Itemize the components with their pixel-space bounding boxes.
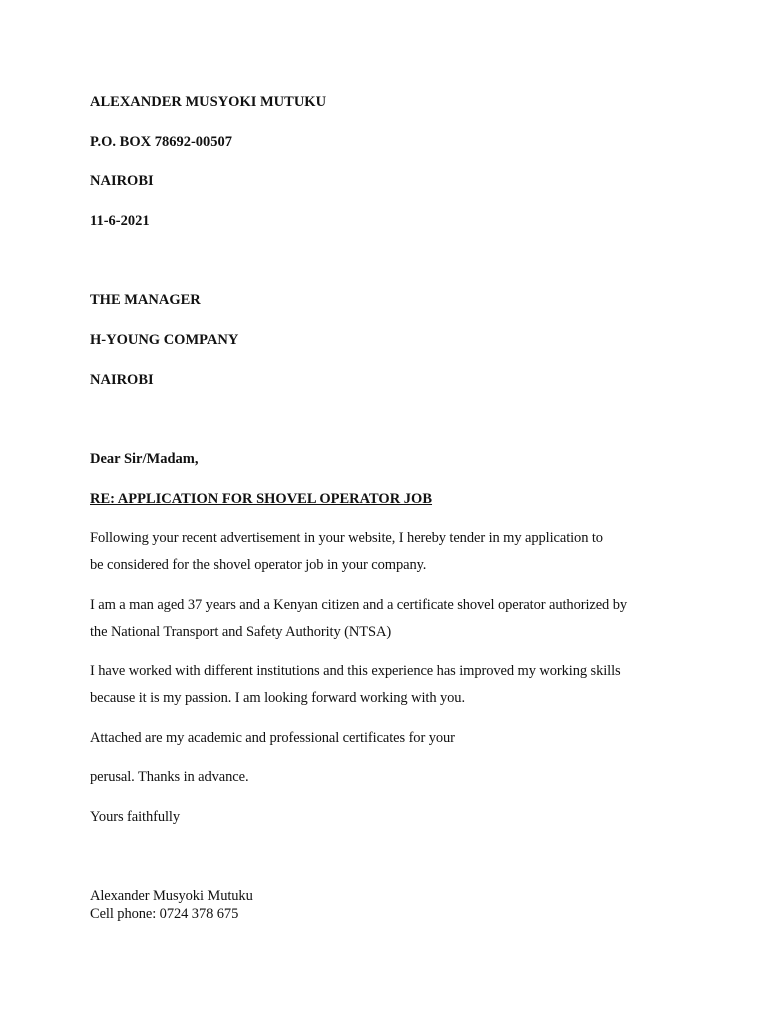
paragraph-3-line-2: because it is my passion. I am looking forward working with you. [90,690,465,706]
paragraph-2-line-1: I am a man aged 37 years and a Kenyan citizen and a certificate shovel operator authorized by [90,597,628,613]
letter-date: 11-6-2021 [90,213,150,229]
salutation: Dear Sir/Madam, [90,451,199,467]
recipient-company: H-YOUNG COMPANY [90,332,239,348]
paragraph-5: perusal. Thanks in advance. [90,769,249,785]
paragraph-3-line-1: I have worked with different institutions and this experience has improved my working skills [90,663,621,679]
recipient-title: THE MANAGER [90,292,201,308]
paragraph-2-line-2: the National Transport and Safety Authority (NTSA) [90,624,392,640]
sender-city: NAIROBI [90,173,154,189]
signature-name: Alexander Musyoki Mutuku [90,888,253,904]
paragraph-4: Attached are my academic and professional certificates for your [90,730,455,746]
paragraph-1-line-1: Following your recent advertisement in your website, I hereby tender in my application to [90,530,603,546]
subject-line: RE: APPLICATION FOR SHOVEL OPERATOR JOB [90,491,433,507]
recipient-city: NAIROBI [90,372,154,388]
signature-phone: Cell phone: 0724 378 675 [90,906,239,922]
closing: Yours faithfully [90,809,180,825]
paragraph-1-line-2: be considered for the shovel operator job in your company. [90,557,427,573]
sender-address: P.O. BOX 78692-00507 [90,134,233,150]
sender-name: ALEXANDER MUSYOKI MUTUKU [90,94,327,110]
